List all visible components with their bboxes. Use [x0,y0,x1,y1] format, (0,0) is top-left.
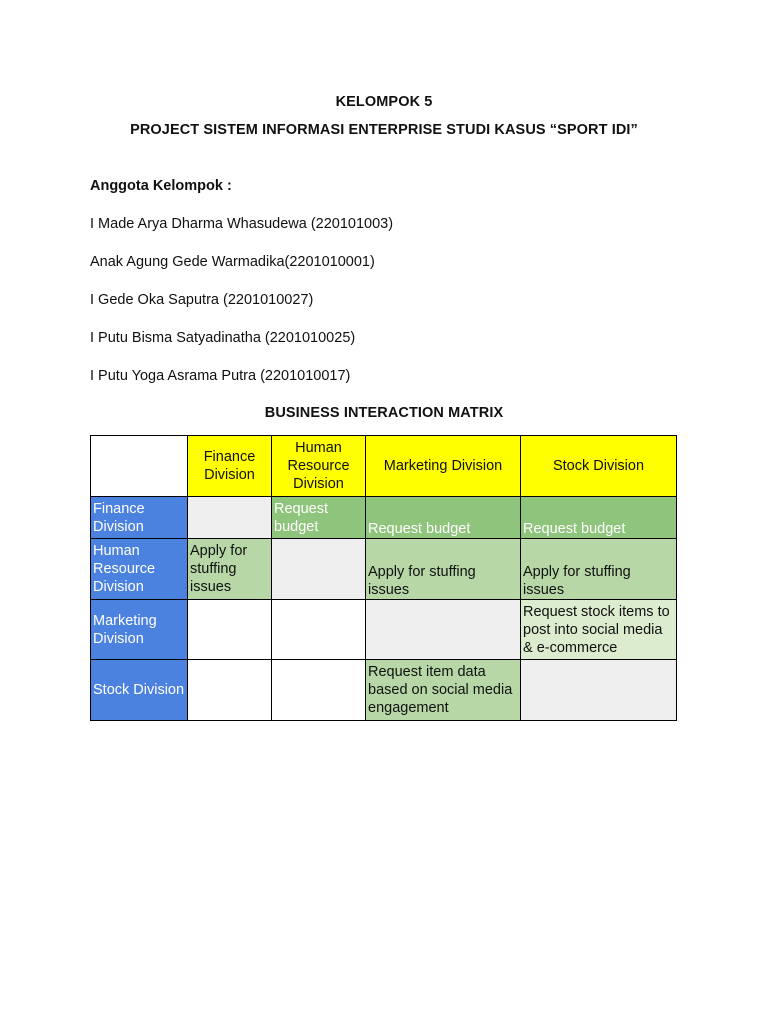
business-interaction-matrix [90,435,677,721]
member-item: I Made Arya Dharma Whasudewa (220101003) [90,216,394,232]
member-item: I Putu Yoga Asrama Putra (2201010017) [90,368,351,384]
matrix-cell [188,600,272,660]
matrix-row [91,600,677,660]
column-header: Finance Division [188,436,272,497]
row-header: Marketing Division [91,600,188,660]
matrix-cell: Apply for stuffing issues [188,539,272,600]
matrix-cell: Apply for stuffing issues [366,539,521,600]
matrix-row [91,539,677,600]
document-title: KELOMPOK 5 [335,94,433,110]
matrix-cell [188,497,272,539]
document-subtitle: PROJECT SISTEM INFORMASI ENTERPRISE STUDI KASUS “SPORT IDI” [130,122,638,138]
matrix-cell [521,660,677,721]
matrix-row [91,497,677,539]
matrix-corner-cell [91,436,188,497]
matrix-cell [366,600,521,660]
row-header: Human Resource Division [91,539,188,600]
row-header: Finance Division [91,497,188,539]
matrix-cell: Request item data based on social media engagement [366,660,521,721]
matrix-cell: Request budget [366,497,521,539]
matrix-cell [272,660,366,721]
member-item: I Gede Oka Saputra (2201010027) [90,292,314,308]
matrix-cell: Request stock items to post into social media & e-commerce [521,600,677,660]
matrix-cell [272,600,366,660]
matrix-cell: Apply for stuffing issues [521,539,677,600]
member-item: Anak Agung Gede Warmadika(2201010001) [90,254,375,270]
row-header: Stock Division [91,660,188,721]
member-item: I Putu Bisma Satyadinatha (2201010025) [90,330,356,346]
column-header: Human Resource Division [272,436,366,497]
matrix-header-row [91,436,677,497]
matrix-title: BUSINESS INTERACTION MATRIX [264,405,504,421]
column-header: Marketing Division [366,436,521,497]
matrix-cell: Request budget [521,497,677,539]
matrix-cell: Request budget [272,497,366,539]
matrix-cell [188,660,272,721]
matrix-cell [272,539,366,600]
matrix-row [91,660,677,721]
column-header: Stock Division [521,436,677,497]
members-label: Anggota Kelompok : [90,178,232,194]
